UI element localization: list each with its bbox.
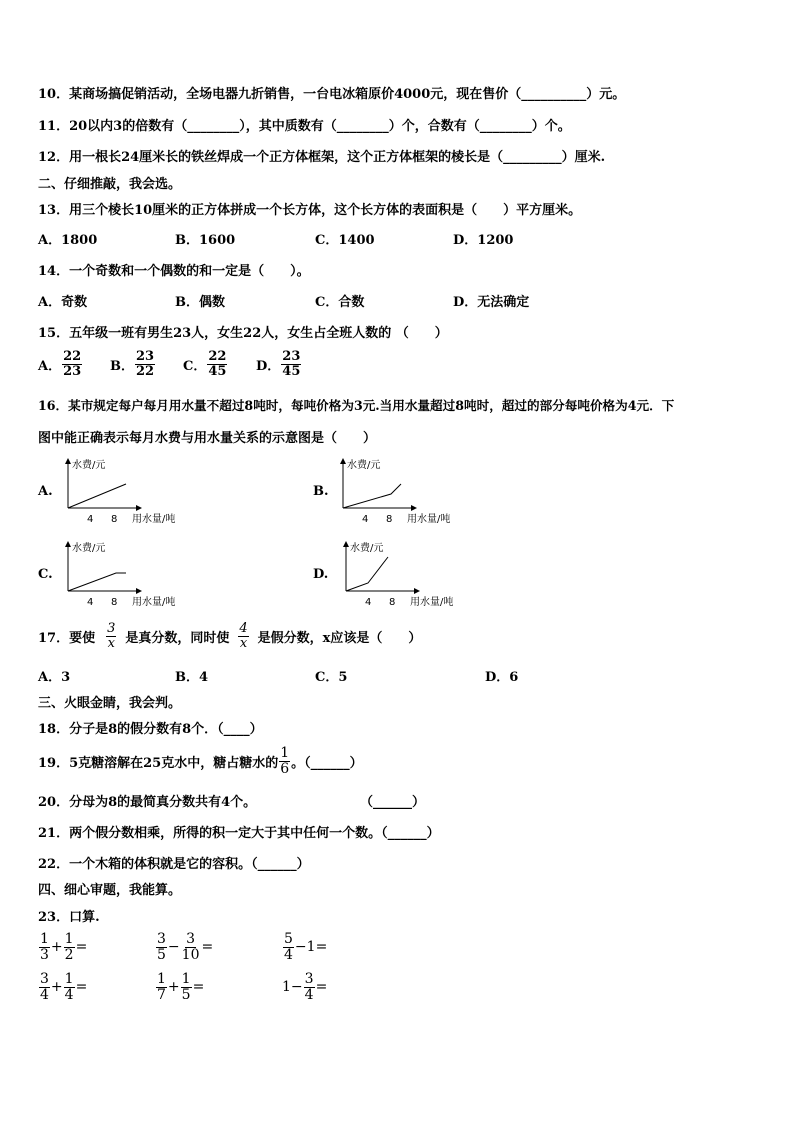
question-15: 15．五年级一班有男生23人，女生22人，女生占全班人数的 （ ） [38, 326, 448, 341]
graph-a-ylabel: 水费/元 [72, 460, 106, 471]
calc-6-b: $\frac{3}{4}$ [304, 971, 314, 1003]
question-22: 22．一个木箱的体积就是它的容积。（______） [38, 857, 310, 872]
q16-graph-d[interactable] [338, 539, 478, 615]
section-4-heading: 四、细心审题，我能算。 [38, 883, 182, 898]
graph-d-x-arrow [414, 588, 420, 594]
calc-6-pre: 1− [282, 979, 303, 996]
calc-6-eq: = [315, 979, 328, 996]
graph-c-ylabel: 水费/元 [72, 543, 106, 554]
calc-2-op: − [167, 939, 180, 956]
question-17 [38, 622, 421, 650]
graph-b-xlabel: 用水量/吨 [407, 514, 451, 525]
graph-d-tick-2: 8 [389, 597, 396, 608]
q15-option-a[interactable] [38, 350, 83, 378]
question-23: 23．口算. [38, 910, 100, 925]
calc-4-a: $\frac{3}{4}$ [40, 971, 49, 1003]
graph-a-xlabel: 用水量/吨 [132, 514, 176, 525]
graph-d-line [346, 557, 388, 591]
calc-1-b: $\frac{1}{2}$ [64, 931, 74, 963]
calc-5-a: $\frac{1}{7}$ [157, 971, 166, 1003]
section-2-heading: 二、仔细推敲，我会选。 [38, 177, 182, 192]
q14-option-c[interactable]: C．合数 [315, 295, 365, 310]
calc-item-3 [282, 932, 327, 962]
graph-c-tick-2: 8 [111, 597, 118, 608]
question-20-blank[interactable]: （______） [360, 795, 426, 810]
calc-5-op: + [167, 979, 180, 996]
q14-option-d[interactable]: D．无法确定 [453, 295, 530, 310]
graph-a-line [68, 484, 126, 508]
q16-option-d-label[interactable]: D. [313, 567, 329, 582]
q15-option-d-fraction: $\frac{23}{45}$ [282, 349, 301, 379]
question-14: 14．一个奇数和一个偶数的和一定是（ ）。 [38, 264, 310, 279]
calc-3-eq: = [315, 939, 328, 956]
calc-4-eq: = [75, 979, 88, 996]
graph-b-y-arrow [340, 458, 346, 464]
graph-c-y-arrow [65, 541, 71, 547]
question-18: 18．分子是8的假分数有8个．（____） [38, 722, 263, 737]
q17-post: 是假分数，x应该是（ ） [257, 630, 422, 646]
graph-c-xlabel: 用水量/吨 [132, 597, 176, 608]
q15-option-c-label: C． [183, 358, 207, 374]
calc-2-a: $\frac{3}{5}$ [157, 931, 166, 963]
calc-1-eq: = [75, 939, 88, 956]
q17-pre: 17．要使 [38, 630, 96, 646]
q16-graph-c[interactable] [60, 539, 200, 615]
calc-item-4 [38, 972, 87, 1002]
calc-3-op: −1 [294, 939, 316, 956]
question-19 [38, 746, 363, 776]
graph-c-line [68, 573, 126, 591]
calc-1-op: + [50, 939, 63, 956]
question-10: 10．某商场搞促销活动，全场电器九折销售，一台电冰箱原价4000元，现在售价（__________）元。 [38, 87, 626, 102]
graph-d-y-arrow [343, 541, 349, 547]
calc-5-b: $\frac{1}{5}$ [181, 971, 191, 1003]
q15-option-c[interactable] [183, 350, 228, 378]
q15-option-c-fraction: $\frac{22}{45}$ [208, 349, 227, 379]
question-20: 20．分母为8的最简真分数共有4个。 [38, 795, 257, 810]
calc-4-op: + [50, 979, 63, 996]
graph-a-x-arrow [136, 505, 142, 511]
question-13: 13．用三个棱长10厘米的正方体拼成一个长方体，这个长方体的表面积是（ ）平方厘米。 [38, 203, 582, 218]
calc-2-b: $\frac{3}{10}$ [181, 931, 200, 963]
q15-option-a-label: A． [38, 358, 62, 374]
q16-graph-b[interactable] [335, 456, 475, 532]
q16-option-a-label[interactable]: A. [38, 484, 53, 499]
graph-b-ylabel: 水费/元 [347, 460, 381, 471]
graph-b-line [343, 484, 401, 508]
q17-fraction-1: $\frac{3}{x}$ [107, 621, 116, 651]
q17-option-a[interactable]: A．3 [38, 670, 71, 685]
graph-a-y-arrow [65, 458, 71, 464]
graph-c-tick-1: 4 [87, 597, 94, 608]
q16-graph-a[interactable] [60, 456, 200, 532]
q15-option-a-fraction: $\frac{22}{23}$ [63, 349, 82, 379]
question-21: 21．两个假分数相乘，所得的积一定大于其中任何一个数。（______） [38, 826, 440, 841]
q15-option-d[interactable] [256, 350, 302, 378]
q19-fraction: $\frac{1}{6}$ [280, 745, 290, 777]
calc-item-1 [38, 932, 87, 962]
q16-option-b-label[interactable]: B. [313, 484, 329, 499]
q17-option-d[interactable]: D．6 [485, 670, 519, 685]
q19-pre: 19．5克糖溶解在25克水中，糖占糖水的 [38, 755, 279, 771]
q15-option-b-fraction: $\frac{23}{22}$ [136, 349, 155, 379]
calc-item-5 [155, 972, 204, 1002]
question-16-line-1: 16．某市规定每户每月用水量不超过8吨时，每吨价格为3元.当用水量超过8吨时，超过的部分每吨价格为4元．下 [38, 398, 675, 413]
question-11: 11．20以内3的倍数有（________），其中质数有（________）个，合数有（________）个。 [38, 119, 571, 134]
graph-b-x-arrow [411, 505, 417, 511]
calc-item-6 [282, 972, 327, 1002]
q15-option-b-label: B． [110, 358, 134, 374]
graph-c-x-arrow [136, 588, 142, 594]
calc-item-2 [155, 932, 213, 962]
section-3-heading: 三、火眼金睛，我会判。 [38, 696, 182, 711]
q15-option-d-label: D． [256, 358, 281, 374]
q19-post: 。（______） [291, 755, 363, 771]
calc-2-eq: = [201, 939, 214, 956]
question-12: 12．用一根长24厘米长的铁丝焊成一个正方体框架，这个正方体框架的棱长是（_________）厘米. [38, 150, 606, 165]
q15-option-b[interactable] [110, 350, 156, 378]
graph-b-tick-1: 4 [362, 514, 369, 525]
q17-fraction-2: $\frac{4}{x}$ [239, 621, 248, 651]
calc-5-eq: = [192, 979, 205, 996]
q17-option-b[interactable]: B．4 [175, 670, 209, 685]
graph-a-tick-2: 8 [111, 514, 118, 525]
calc-4-b: $\frac{1}{4}$ [64, 971, 74, 1003]
q17-option-c[interactable]: C．5 [315, 670, 348, 685]
graph-d-ylabel: 水费/元 [350, 543, 384, 554]
q13-option-b[interactable]: B．1600 [175, 233, 236, 248]
q14-option-a[interactable]: A．奇数 [38, 295, 88, 310]
q17-mid: 是真分数，同时使 [125, 630, 230, 646]
q16-option-c-label[interactable]: C. [38, 567, 53, 582]
graph-a-tick-1: 4 [87, 514, 94, 525]
graph-b-tick-2: 8 [386, 514, 393, 525]
q13-option-c[interactable]: C．1400 [315, 233, 375, 248]
question-16-line-2: 图中能正确表示每月水费与用水量关系的示意图是（ ） [38, 431, 377, 446]
q13-option-a[interactable]: A．1800 [38, 233, 98, 248]
q14-option-b[interactable]: B．偶数 [175, 295, 225, 310]
q13-option-d[interactable]: D．1200 [453, 233, 514, 248]
graph-d-xlabel: 用水量/吨 [410, 597, 454, 608]
calc-1-a: $\frac{1}{3}$ [40, 931, 49, 963]
calc-3-a: $\frac{5}{4}$ [284, 931, 293, 963]
graph-d-tick-1: 4 [365, 597, 372, 608]
